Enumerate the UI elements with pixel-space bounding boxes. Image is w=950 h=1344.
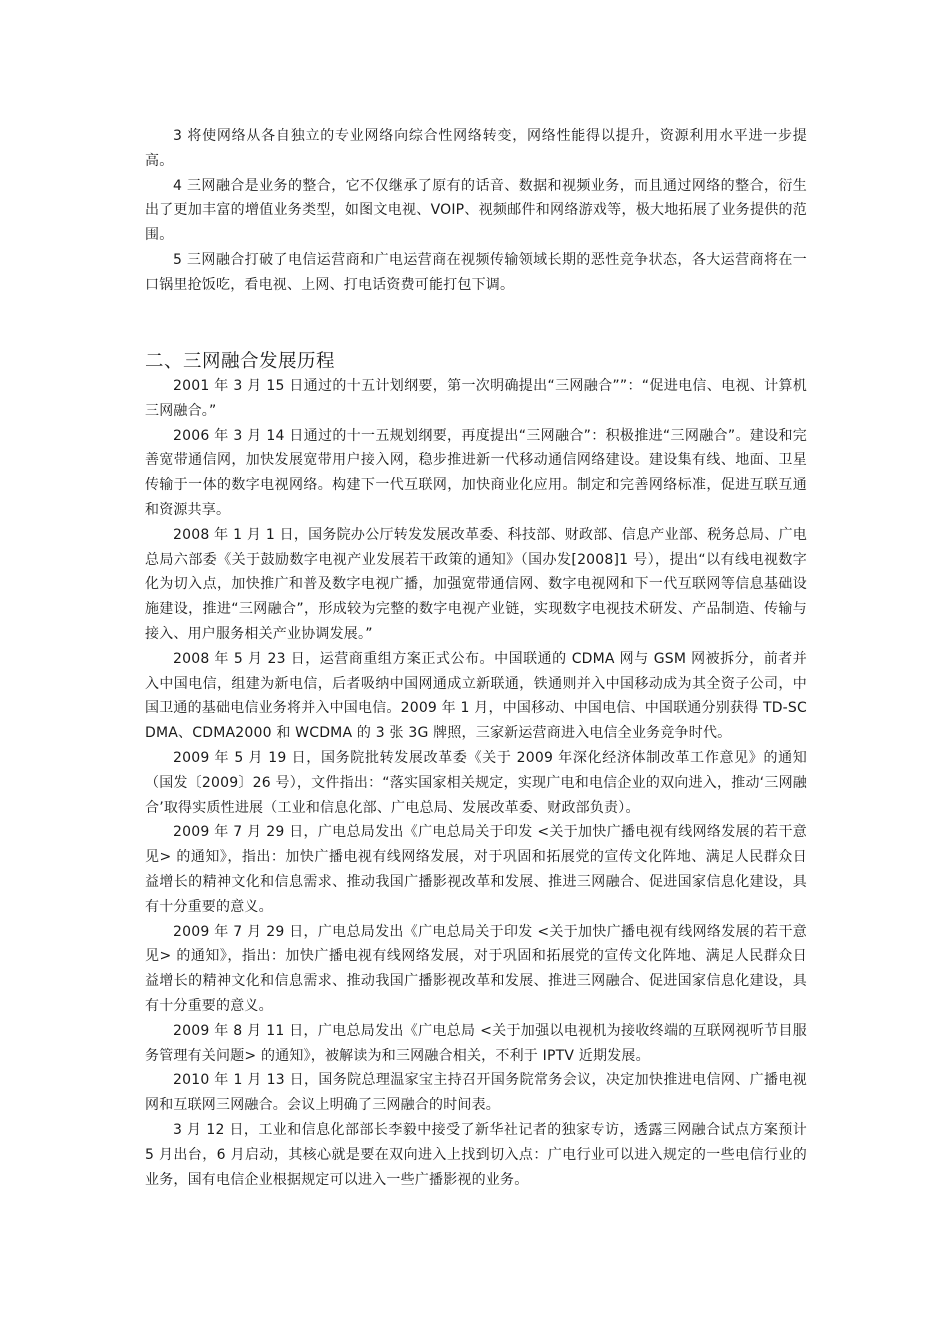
history-section — [145, 374, 807, 1192]
intro-paragraph-3: 3 将使网络从各自独立的专业网络向综合性网络转变，网络性能得以提升，资源利用水平进一步提高。 — [145, 128, 807, 169]
history-paragraph: 2009 年 8 月 11 日，广电总局发出《广电总局 <关于加强以电视机为接收终端的互联网视听节目服务管理有关问题> 的通知》，被解读为和三网融合相关，不利于 IPTV 近期发展。 — [145, 1022, 807, 1064]
history-paragraph: 2008 年 1 月 1 日，国务院办公厅转发发展改革委、科技部、财政部、信息产业部、税务总局、广电总局六部委《关于鼓励数字电视产业发展若干政策的通知》（国办发[2008]1 号），提出“以有线电视数字化为切入点，加快推广和普及数字电视广播，加强宽带通信网、数字电视网和下一代互联网等信息基础设施建设，推进“三网融合”，形成较为完整的数字电视产业链，实现数字电视技术研发、产品制造、传输与接入、用户服务相关产业协调发展。” — [145, 526, 807, 642]
history-paragraph: 2006 年 3 月 14 日通过的十一五规划纲要，再度提出“三网融合”：积极推进“三网融合”。建设和完善宽带通信网，加快发展宽带用户接入网，稳步推进新一代移动通信网络建设。建设集有线、地面、卫星传输于一体的数字电视网络。构建下一代互联网，加快商业化应用。制定和完善网络标准，促进互联互通和资源共享。 — [145, 427, 807, 518]
history-paragraph: 2008 年 5 月 23 日，运营商重组方案正式公布。中国联通的 CDMA 网与 GSM 网被拆分，前者并入中国电信，组建为新电信，后者吸纳中国网通成立新联通，铁通则并入中国移动成为其全资子公司，中国卫通的基础电信业务将并入中国电信。2009 年 1 月，中国移动、中国电信、中国联通分别获得 TD-SCDMA、CDMA2000 和 WCDMA 的 3 张 3G 牌照，三家新运营商进入电信全业务竞争时代。 — [145, 650, 807, 742]
intro-paragraph-4: 4 三网融合是业务的整合，它不仅继承了原有的话音、数据和视频业务，而且通过网络的整合，衍生出了更加丰富的增值业务类型，如图文电视、VOIP、视频邮件和网络游戏等，极大地拓展了业务提供的范围。 — [145, 177, 807, 244]
intro-section — [145, 124, 807, 298]
intro-paragraph-5: 5 三网融合打破了电信运营商和广电运营商在视频传输领域长期的恶性竞争状态，各大运营商将在一口锅里抢饭吃，看电视、上网、打电话资费可能打包下调。 — [145, 251, 807, 293]
section-heading: 二、三网融合发展历程 — [145, 351, 336, 372]
document-body — [145, 124, 807, 1188]
history-paragraph: 3 月 12 日，工业和信息化部部长李毅中接受了新华社记者的独家专访，透露三网融合试点方案预计 5 月出台，6 月启动，其核心就是要在双向进入上找到切入点：广电行业可以进入规定的一些电信行业的业务，国有电信企业根据规定可以进入一些广播影视的业务。 — [145, 1121, 807, 1188]
history-paragraph: 2001 年 3 月 15 日通过的十五计划纲要，第一次明确提出“三网融合””：“促进电信、电视、计算机三网融合。” — [145, 378, 807, 419]
history-paragraph: 2010 年 1 月 13 日，国务院总理温家宝主持召开国务院常务会议，决定加快推进电信网、广播电视网和互联网三网融合。会议上明确了三网融合的时间表。 — [145, 1072, 807, 1114]
history-paragraph: 2009 年 5 月 19 日，国务院批转发展改革委《关于 2009 年深化经济体制改革工作意见》的通知（国发〔2009〕26 号），文件指出：“落实国家相关规定，实现广电和电信企业的双向进入，推动‘三网融合’取得实质性进展（工业和信息化部、广电总局、发展改革委、财政部负责）。 — [145, 749, 807, 816]
history-paragraph: 2009 年 7 月 29 日，广电总局发出《广电总局关于印发 <关于加快广播电视有线网络发展的若干意见> 的通知》，指出：加快广播电视有线网络发展，对于巩固和拓展党的宣传文化阵地、满足人民群众日益增长的精神文化和信息需求、推动我国广播影视改革和发展、推进三网融合、促进国家信息化建设，具有十分重要的意义。 — [145, 824, 807, 915]
history-paragraph: 2009 年 7 月 29 日，广电总局发出《广电总局关于印发 <关于加快广播电视有线网络发展的若干意见> 的通知》，指出：加快广播电视有线网络发展，对于巩固和拓展党的宣传文化阵地、满足人民群众日益增长的精神文化和信息需求、推动我国广播影视改革和发展、推进三网融合、促进国家信息化建设，具有十分重要的意义。 — [145, 923, 807, 1014]
